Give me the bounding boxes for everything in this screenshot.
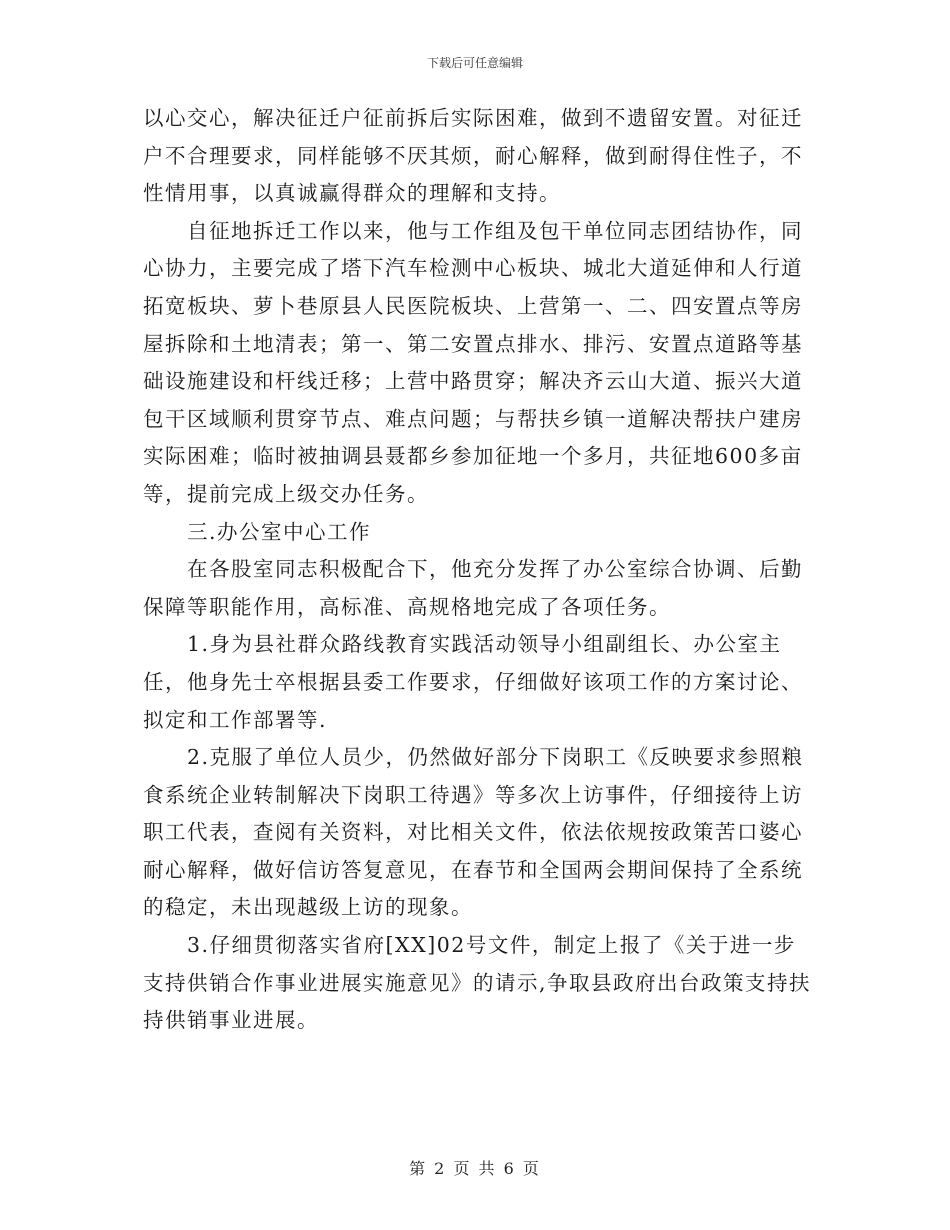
list-item-3: 3.仔细贯彻落实省府[XX]02号文件，制定上报了《关于进一步支持供销合作事业进展实施意见》的请示,争取县政府出台政策支持扶持供销事业进展。	[143, 933, 812, 1033]
page-header: 下载后可任意编辑	[426, 56, 523, 70]
page-number-footer: 第 2 页 共 6 页	[409, 1159, 541, 1178]
paragraph-1: 以心交心，解决征迁户征前拆后实际困难，做到不遗留安置。对征迁户不合理要求，同样能够不厌其烦，耐心解释，做到耐得住性子，不性情用事，以真诚赢得群众的理解和支持。	[143, 106, 803, 206]
paragraph-3: 在各股室同志积极配合下，他充分发挥了办公室综合协调、后勤保障等职能作用，高标准、高规格地完成了各项任务。	[143, 557, 803, 619]
document-body	[143, 100, 815, 1040]
list-item-1: 1.身为县社群众路线教育实践活动领导小组副组长、办公室主任，他身先士卒根据县委工作要求，仔细做好该项工作的方案讨论、拟定和工作部署等.	[143, 632, 803, 732]
paragraph-2: 自征地拆迁工作以来，他与工作组及包干单位同志团结协作，同心协力，主要完成了塔下汽车检测中心板块、城北大道延伸和人行道拓宽板块、萝卜巷原县人民医院板块、上营第一、二、四安置点等房屋拆除和土地清表；第一、第二安置点排水、排污、安置点道路等基础设施建设和杆线迁移；上营中路贯穿；解决齐云山大道、振兴大道包干区域顺利贯穿节点、难点问题；与帮扶乡镇一道解决帮扶户建房实际困难；临时被抽调县聂都乡参加征地一个多月，共征地600多亩等，提前完成上级交办任务。	[143, 218, 803, 506]
list-item-2: 2.克服了单位人员少，仍然做好部分下岗职工《反映要求参照粮食系统企业转制解决下岗职工待遇》等多次上访事件，仔细接待上访职工代表，查阅有关资料，对比相关文件，依法依规按政策苦口婆心耐心解释，做好信访答复意见，在春节和全国两会期间保持了全系统的稳定，未出现越级上访的现象。	[143, 745, 804, 920]
section-heading: 三.办公室中心工作	[187, 519, 372, 544]
